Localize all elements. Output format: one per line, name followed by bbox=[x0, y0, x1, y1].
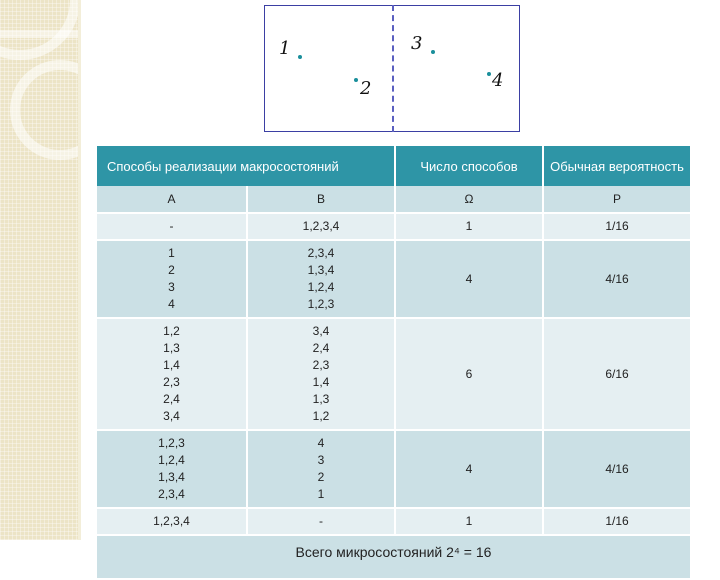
point-3 bbox=[431, 50, 435, 54]
cell-p: 4/16 bbox=[543, 240, 691, 318]
cell-b-line: - bbox=[319, 514, 323, 528]
table-row bbox=[97, 213, 691, 240]
cell-b bbox=[247, 318, 395, 430]
decorative-side-strip bbox=[0, 0, 78, 540]
cell-b-line: 3 bbox=[317, 453, 325, 467]
cell-a-line: 1,4 bbox=[163, 358, 180, 372]
cell-b-line: 2,3,4 bbox=[307, 246, 335, 260]
cell-b-line: 2,4 bbox=[312, 341, 330, 355]
macrostates-table bbox=[97, 146, 692, 580]
cell-a-line: 1,3 bbox=[163, 341, 180, 355]
subheader-b: B bbox=[247, 186, 395, 213]
cell-a-line: 1,2,3,4 bbox=[153, 514, 190, 528]
cell-b bbox=[247, 213, 395, 240]
header-number-of-ways: Число способов bbox=[395, 146, 543, 186]
table-row bbox=[97, 508, 691, 535]
cell-b bbox=[247, 430, 395, 508]
cell-a bbox=[97, 318, 247, 430]
cell-b bbox=[247, 240, 395, 318]
cell-p: 1/16 bbox=[543, 508, 691, 535]
cell-a-line: 2 bbox=[168, 263, 175, 277]
cell-a bbox=[97, 430, 247, 508]
cell-a-line: 3 bbox=[168, 280, 175, 294]
subheader-row bbox=[97, 186, 691, 213]
cell-p: 4/16 bbox=[543, 430, 691, 508]
decorative-ring bbox=[10, 60, 110, 160]
cell-a-line: 3,4 bbox=[163, 409, 180, 423]
cell-b-line: 1,3,4 bbox=[307, 263, 335, 277]
diagram-divider bbox=[392, 5, 394, 132]
table-header-row bbox=[97, 146, 691, 186]
point-1 bbox=[298, 55, 302, 59]
cell-omega: 1 bbox=[395, 213, 543, 240]
subheader-p: P bbox=[543, 186, 691, 213]
point-label-2: 2 bbox=[360, 78, 372, 99]
cell-a-line: 1,2 bbox=[163, 324, 180, 338]
table-row bbox=[97, 430, 691, 508]
cell-b-line: 1 bbox=[317, 487, 325, 501]
point-label-3: 3 bbox=[411, 33, 423, 54]
cell-a-line: 1,2,4 bbox=[158, 453, 185, 467]
subheader-omega: Ω bbox=[395, 186, 543, 213]
cell-b-line: 1,2,3 bbox=[307, 297, 335, 311]
cell-a-line: 1 bbox=[168, 246, 175, 260]
point-label-4: 4 bbox=[492, 70, 504, 91]
cell-omega: 4 bbox=[395, 430, 543, 508]
cell-b-line: 1,2 bbox=[312, 409, 330, 423]
cell-b-line: 4 bbox=[317, 436, 325, 450]
cell-omega: 4 bbox=[395, 240, 543, 318]
total-row bbox=[97, 535, 691, 579]
cell-a bbox=[97, 213, 247, 240]
point-label-1: 1 bbox=[279, 38, 291, 59]
macrostates-table-wrapper bbox=[97, 146, 691, 560]
cell-a-line: 2,3,4 bbox=[158, 487, 185, 501]
cell-a bbox=[97, 240, 247, 318]
table-row bbox=[97, 318, 691, 430]
cell-a-line: 1,2,3 bbox=[158, 436, 185, 450]
cell-a-line: - bbox=[169, 219, 174, 233]
cell-b-line: 1,2,4 bbox=[307, 280, 335, 294]
header-ordinary-probability: Обычная вероятность bbox=[543, 146, 691, 186]
point-4 bbox=[487, 72, 491, 76]
total-microstates: Всего микросостояний 2⁴ = 16 bbox=[97, 535, 691, 579]
cell-b-line: 2 bbox=[317, 470, 325, 484]
decorative-bar bbox=[0, 30, 78, 38]
cell-a-line: 1,3,4 bbox=[158, 470, 185, 484]
cell-b-line: 1,2,3,4 bbox=[302, 219, 340, 233]
table-row bbox=[97, 240, 691, 318]
cell-b-line: 3,4 bbox=[312, 324, 330, 338]
cell-a-line: 2,3 bbox=[163, 375, 180, 389]
cell-omega: 1 bbox=[395, 508, 543, 535]
header-realization-methods: Способы реализации макросостояний bbox=[97, 146, 395, 186]
subheader-a: A bbox=[97, 186, 247, 213]
decorative-edge bbox=[78, 0, 81, 540]
cell-b-line: 1,4 bbox=[312, 375, 330, 389]
cell-a-line: 2,4 bbox=[163, 392, 180, 406]
cell-p: 1/16 bbox=[543, 213, 691, 240]
cell-a-line: 4 bbox=[168, 297, 175, 311]
point-2 bbox=[354, 78, 358, 82]
cell-b-line: 2,3 bbox=[312, 358, 330, 372]
cell-a bbox=[97, 508, 247, 535]
cell-b-line: 1,3 bbox=[312, 392, 330, 406]
cell-b bbox=[247, 508, 395, 535]
cell-p: 6/16 bbox=[543, 318, 691, 430]
cell-omega: 6 bbox=[395, 318, 543, 430]
